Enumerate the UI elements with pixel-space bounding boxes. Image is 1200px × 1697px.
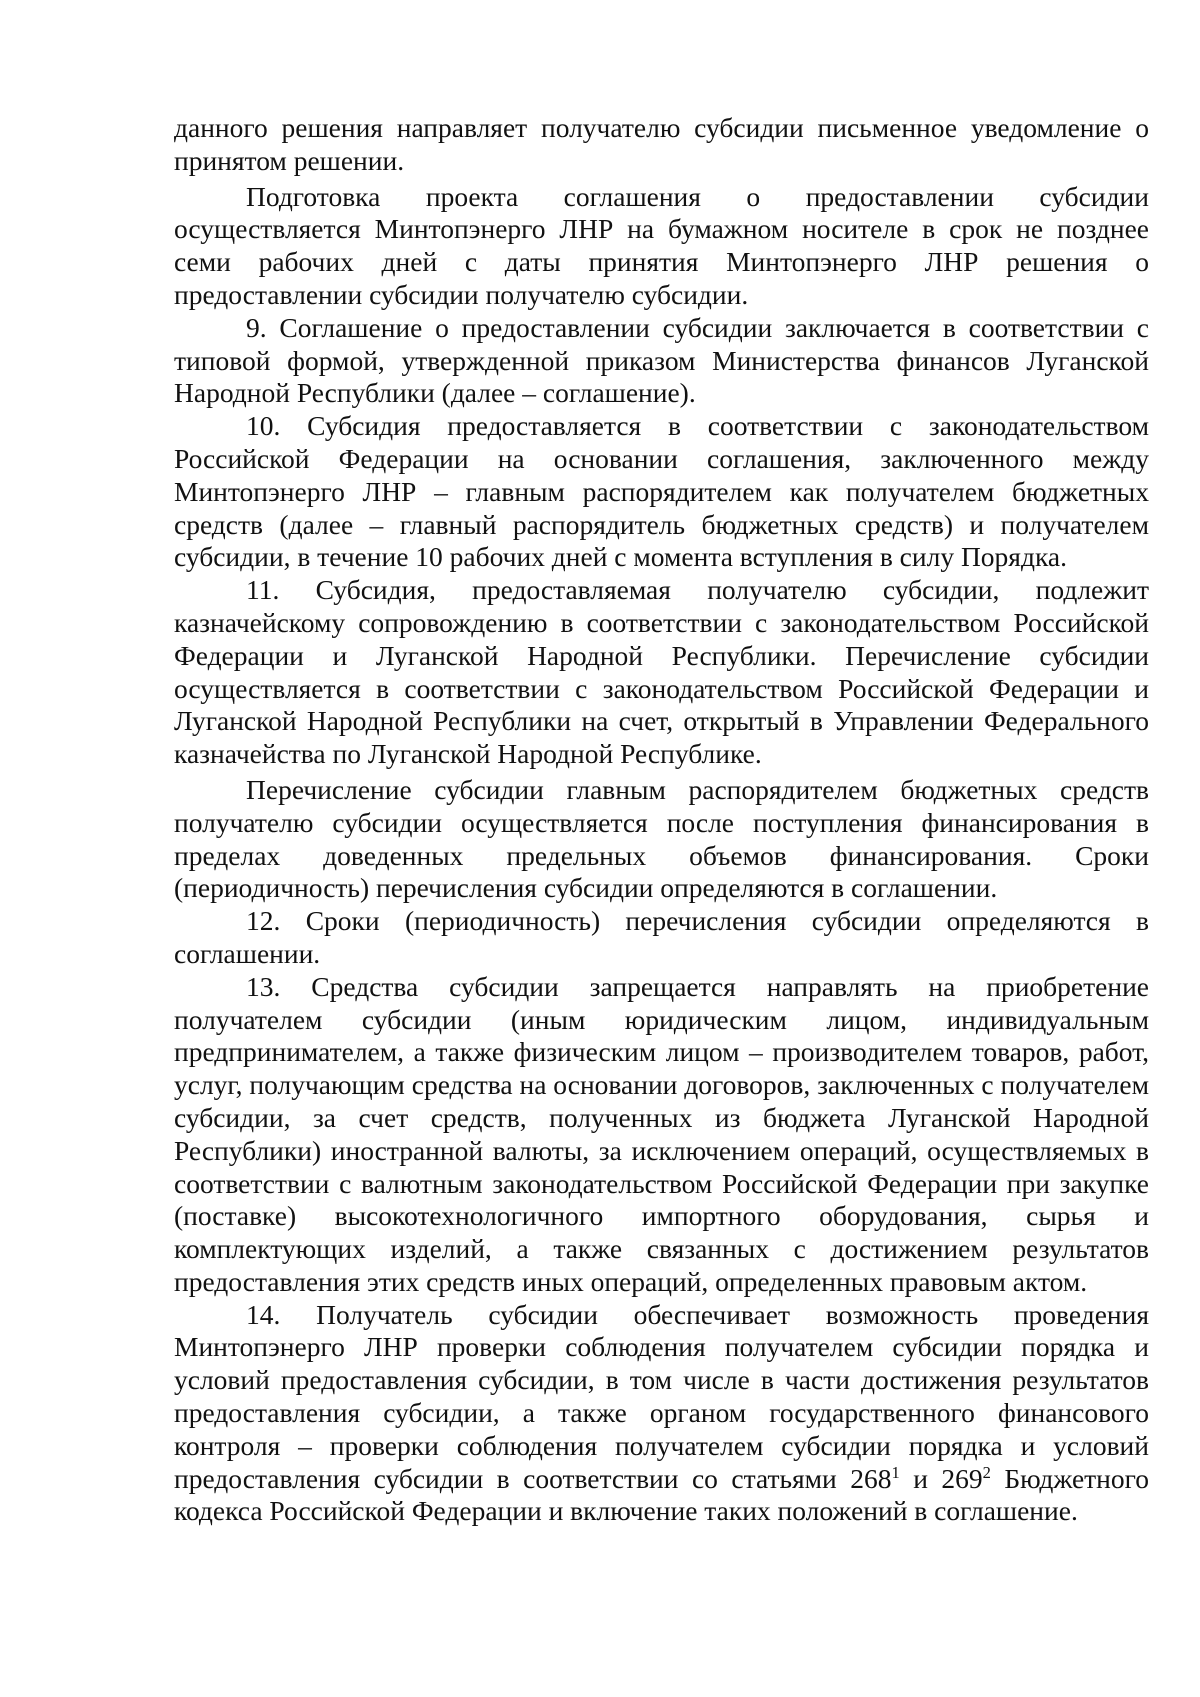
- paragraph-item-9: 9. Соглашение о предоставлении субсидии заключается в соответствии с типовой формой, утвержденной приказом Министерства финансов Луганской Народной Республики (далее – соглашение).: [174, 311, 1149, 409]
- paragraph-agreement-preparation: Подготовка проекта соглашения о предоставлении субсидии осуществляется Минтопэнерго ЛНР на бумажном носителе в срок не позднее семи рабочих дней с даты принятия Минтопэнерго ЛНР решения о предоставлении субсидии получателю субсидии.: [174, 180, 1149, 310]
- paragraph-item-13: 13. Средства субсидии запрещается направлять на приобретение получателем субсидии (иным юридическим лицом, индивидуальным предпринимателем, а также физическим лицом – производителем товаров, работ, услуг, получающим средства на основании договоров, заключенных с получателем субсидии, за счет средств, полученных из бюджета Луганской Народной Республики) иностранной валюты, за исключением операций, осуществляемых в соответствии с валютным законодательством Российской Федерации при закупке (поставке) высокотехнологичного импортного оборудования, сырья и комплектующих изделий, а также связанных с достижением результатов предоставления этих средств иных операций, определенных правовым актом.: [174, 970, 1149, 1297]
- paragraph-item-10: 10. Субсидия предоставляется в соответствии с законодательством Российской Федерации на основании соглашения, заключенного между Минтопэнерго ЛНР – главным распорядителем как получателем бюджетных средств (далее – главный распорядитель бюджетных средств) и получателем субсидии, в течение 10 рабочих дней с момента вступления в силу Порядка.: [174, 410, 1149, 573]
- paragraph-item-14: [174, 1299, 1149, 1529]
- article-268-superscript: 1: [891, 1462, 900, 1482]
- paragraph-item-12: 12. Сроки (периодичность) перечисления субсидии определяются в соглашении.: [174, 905, 1149, 969]
- article-269-superscript: 2: [982, 1462, 991, 1482]
- paragraph-transfer: Перечисление субсидии главным распорядителем бюджетных средств получателю субсидии осуществляется после поступления финансирования в пределах доведенных предельных объемов финансирования. Сроки (периодичность) перечисления субсидии определяются в соглашении.: [174, 773, 1149, 904]
- paragraph-item-14-part-c: Бюджетного кодекса Российской Федерации и включение таких положений в соглашение.: [174, 1462, 1149, 1527]
- paragraph-item-14-part-a: 14. Получатель субсидии обеспечивает возможность проведения Минтопэнерго ЛНР проверки соблюдения получателем субсидии порядка и условий предоставления субсидии, в том числе в части достижения результатов предоставления субсидии, а также органом государственного финансового контроля – проверки соблюдения получателем субсидии порядка и условий предоставления субсидии в соответствии со статьями 268: [174, 1298, 1149, 1494]
- document-page: [174, 112, 1149, 1528]
- paragraph-item-11: 11. Субсидия, предоставляемая получателю субсидии, подлежит казначейскому сопровождению в соответствии с законодательством Российской Федерации и Луганской Народной Республики. Перечисление субсидии осуществляется в соответствии с законодательством Российской Федерации и Луганской Народной Республики на счет, открытый в Управлении Федерального казначейства по Луганской Народной Республике.: [174, 574, 1149, 770]
- paragraph-continuation: данного решения направляет получателю субсидии письменное уведомление о принятом решении.: [174, 112, 1149, 176]
- paragraph-item-14-part-b: и 269: [899, 1462, 983, 1494]
